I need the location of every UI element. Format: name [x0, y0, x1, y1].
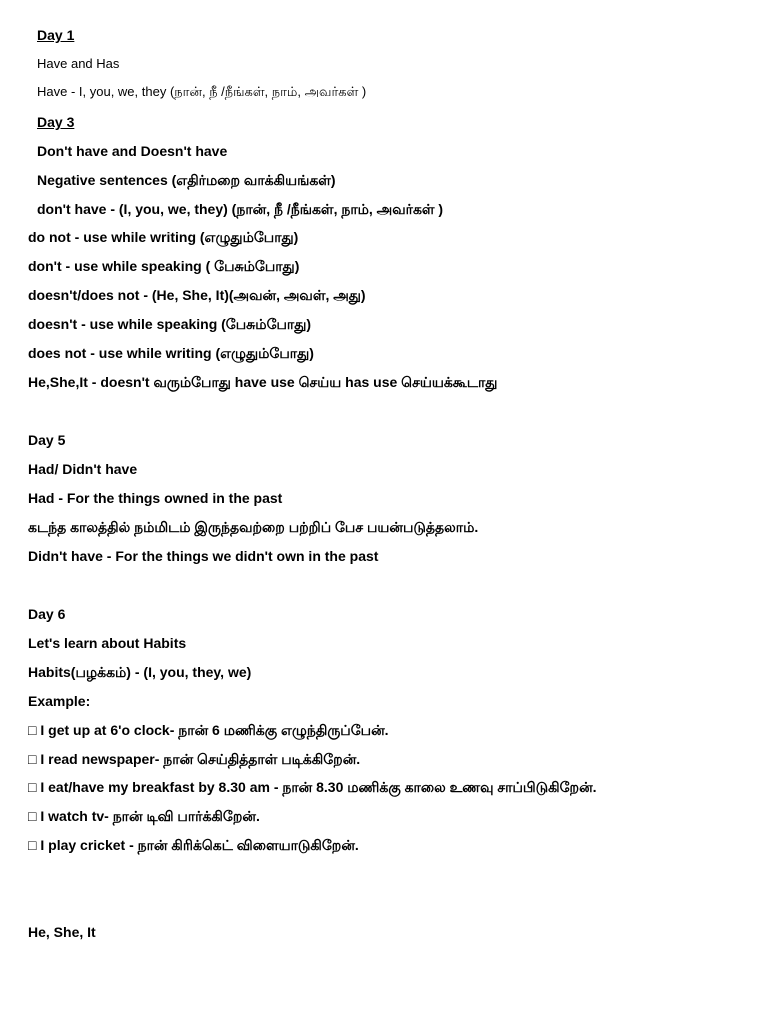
- bullet-icon: □: [28, 751, 37, 767]
- day1-subtitle: Have and Has: [37, 56, 120, 71]
- day5-had: Had - For the things owned in the past: [28, 490, 283, 506]
- bullet-icon: □: [28, 779, 37, 795]
- day3-negative-sentences: Negative sentences (எதிர்மறை வாக்கியங்கள்): [37, 172, 336, 188]
- day3-doesnt-does-not: doesn't/does not - (He, She, It)(அவன், அவள், அது): [28, 287, 366, 303]
- day6-heading: Day 6: [28, 606, 66, 622]
- bullet-icon: □: [28, 722, 37, 738]
- day5-didnt-have: Didn't have - For the things we didn't own in the past: [28, 548, 379, 564]
- day3-do-not-writing: do not - use while writing (எழுதும்போது): [28, 229, 299, 245]
- day6-habits: Habits(பழக்கம்) - (I, you, they, we): [28, 664, 252, 680]
- day3-dont-speaking: don't - use while speaking ( பேசும்போது): [28, 258, 300, 274]
- day3-subtitle: Don't have and Doesn't have: [37, 143, 228, 159]
- day3-dont-have: don't have - (I, you, we, they) (நான், நீ /நீங்கள், நாம், அவர்கள் ): [37, 201, 444, 217]
- example-text: I read newspaper- நான் செய்தித்தாள் படிக்கிறேன்.: [40, 751, 361, 767]
- example-text: I get up at 6'o clock- நான் 6 மணிக்கு எழுந்திருப்பேன்.: [40, 722, 389, 738]
- day3-does-not-writing: does not - use while writing (எழுதும்போது): [28, 345, 314, 361]
- list-item: [28, 807, 260, 825]
- day5-subtitle: Had/ Didn't have: [28, 461, 138, 477]
- example-text: I watch tv- நான் டிவி பார்க்கிறேன்.: [40, 808, 260, 824]
- day6-subtitle: Let's learn about Habits: [28, 635, 187, 651]
- list-item: [28, 721, 389, 739]
- bullet-icon: □: [28, 808, 37, 824]
- day5-heading: Day 5: [28, 432, 66, 448]
- he-she-it-heading: He, She, It: [28, 924, 96, 940]
- example-text: I eat/have my breakfast by 8.30 am - நான் 8.30 மணிக்கு காலை உணவு சாப்பிடுகிறேன்.: [40, 779, 597, 795]
- day6-example-label: Example:: [28, 693, 91, 709]
- list-item: [28, 750, 360, 768]
- day3-doesnt-speaking: doesn't - use while speaking (பேசும்போது): [28, 316, 312, 332]
- example-text: I play cricket - நான் கிரிக்கெட் விளையாடுகிறேன்.: [40, 837, 359, 853]
- day3-he-she-it-rule: He,She,It - doesn't வரும்போது have use செய்ய has use செய்யக்கூடாது: [28, 374, 498, 390]
- list-item: [28, 836, 359, 854]
- day5-tamil-explanation: கடந்த காலத்தில் நம்மிடம் இருந்தவற்றை பற்றிப் பேச பயன்படுத்தலாம்.: [28, 519, 479, 535]
- day1-heading: Day 1: [37, 27, 75, 43]
- day3-heading: Day 3: [37, 114, 75, 130]
- day1-have-line: Have - I, you, we, they (நான், நீ /நீங்கள், நாம், அவர்கள் ): [37, 84, 367, 99]
- list-item: [28, 778, 597, 796]
- bullet-icon: □: [28, 837, 37, 853]
